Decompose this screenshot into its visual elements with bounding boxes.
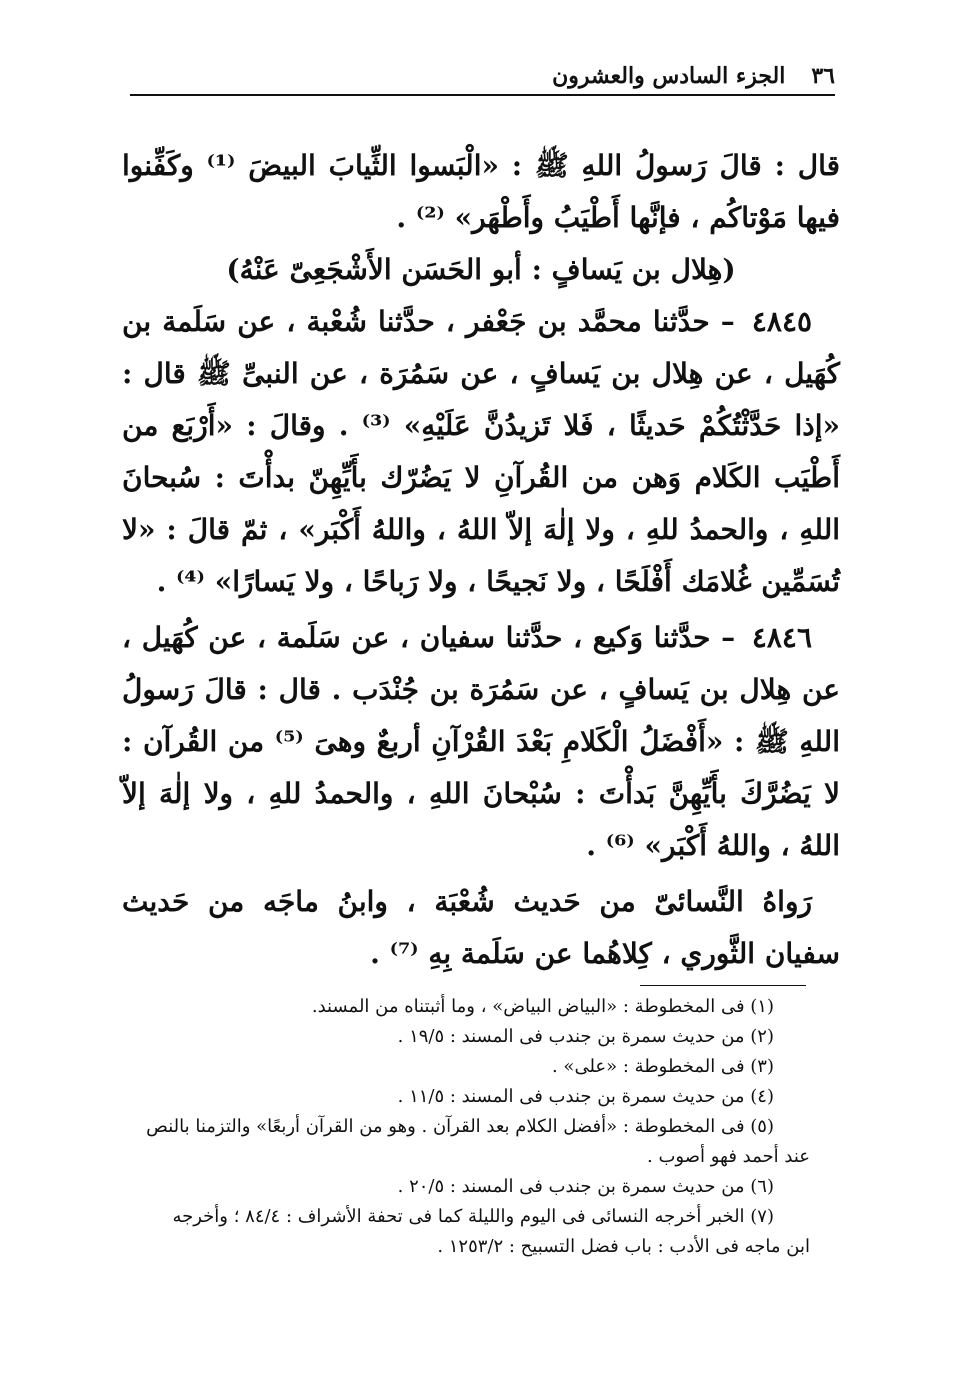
section-heading: (هِلال بن يَسافٍ : أبو الحَسَن الأَشْجَعِىّ عَنْهُ)	[226, 253, 736, 286]
footnote-7: (٧) الخبر أخرجه النسائى فى اليوم والليلة كما فى تحفة الأشراف : ٨٤/٤ ؛ وأخرجه	[172, 1206, 774, 1227]
footnote-3: (٣) فى المخطوطة : «على» .	[551, 1056, 774, 1077]
hadith-paragraph-4846	[122, 612, 840, 872]
hadith-text: – حدَّثنا محمَّد بن جَعْفر ، حدَّثنا شُعْبة ، عن سَلَمة بن كُهَيل ، عن هِلال بن يَسافٍ ، عن سَمُرَة ، عن النبىِّ ﷺ قال : «إذا حَدَّثْتُكُمْ حَديثًا ، فَلا تَزيدُنَّ عَلَيْهِ» ⁽³⁾ . وقالَ : «أَرْبَع من أَطْيَب الكَلام وَهن من القُرآنِ لا يَضُرّك بأَيِّهِنّ بدأْتَ : سُبحانَ اللهِ ، والحمدُ للهِ ، ولا إلٰهَ إلاّ اللهُ ، واللهُ أَكْبَر» ، ثمّ قالَ : «لا تُسَمِّين غُلامَك أَفْلَحًا ، ولا نَجيحًا ، ولا رَباحًا ، ولا يَسارًا» ⁽⁴⁾ .	[122, 305, 840, 598]
hadith-number: ٤٨٤٦	[751, 621, 812, 654]
part-title: الجزء السادس والعشرون	[552, 63, 786, 89]
page-number: ٣٦	[811, 63, 835, 89]
closing-paragraph: رَواهُ النَّسائىّ من حَديث شُعْبَة ، وابنُ ماجَه من حَديث سفيان الثَّوري ، كِلاهُما عن سَلَمة بِهِ ⁽⁷⁾ .	[122, 885, 840, 970]
main-text	[122, 140, 840, 980]
footnote-divider	[640, 985, 806, 986]
footnote-4: (٤) من حديث سمرة بن جندب فى المسند : ١١/٥ .	[397, 1086, 774, 1107]
hadith-text: – حدَّثنا وَكيع ، حدَّثنا سفيان ، عن سَلَمة ، عن كُهَيل ، عن هِلال بن يَسافٍ ، عن سَمُرَة بن جُنْدَب . قال : قالَ رَسولُ اللهِ ﷺ : «أَفْضَلُ الْكَلامِ بَعْدَ القُرْآنِ أربعٌ وهىَ ⁽⁵⁾ من القُرآن : لا يَضُرَّكَ بأَيِّهِنَّ بَدأْتَ : سُبْحانَ اللهِ ، والحمدُ للهِ ، ولا إلٰهَ إلاّ اللهُ ، واللهُ أَكْبَر» ⁽⁶⁾ .	[122, 621, 841, 862]
footnote-5: (٥) فى المخطوطة : «أفضل الكلام بعد القرآن . وهو من القرآن أربعًا» والتزمنا بالنص	[146, 1116, 774, 1137]
footnote-1: (١) فى المخطوطة : «البياض البياض» ، وما أثبتناه من المسند.	[311, 996, 774, 1017]
hadith-paragraph-4845	[122, 296, 840, 608]
opening-paragraph: قال : قالَ رَسولُ اللهِ ﷺ : «الْبَسوا الثِّيابَ البيضَ ⁽¹⁾ وكَفِّنوا فيها مَوْتاكُم ، فإنَّها أَطْيَبُ وأَطْهَر» ⁽²⁾ .	[122, 149, 841, 234]
footnote-2: (٢) من حديث سمرة بن جندب فى المسند : ١٩/٥ .	[397, 1026, 774, 1047]
footnotes	[108, 992, 810, 1262]
footnote-7-continued: ابن ماجه فى الأدب : باب فضل التسبيح : ١٢٥٣/٢ .	[437, 1236, 810, 1257]
footnote-6: (٦) من حديث سمرة بن جندب فى المسند : ٢٠/٥ .	[397, 1176, 774, 1197]
footnote-5-continued: عند أحمد فهو أصوب .	[647, 1146, 810, 1167]
hadith-number: ٤٨٤٥	[751, 305, 813, 338]
running-header	[130, 58, 835, 96]
